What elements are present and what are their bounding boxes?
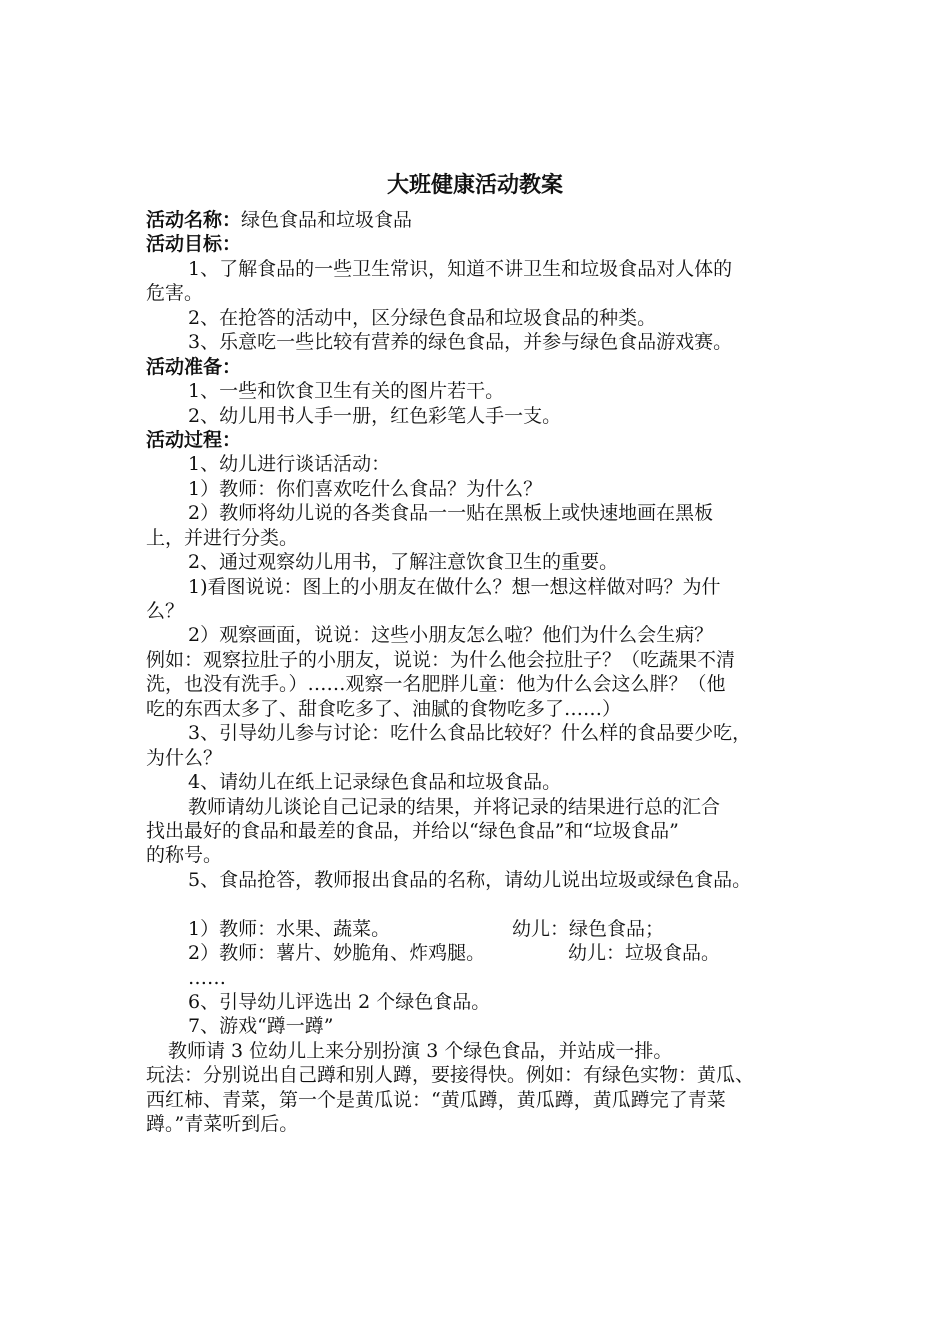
process-line: 4、请幼儿在纸上记录绿色食品和垃圾食品。 xyxy=(188,771,562,794)
process-line: 1、幼儿进行谈话活动： xyxy=(188,453,391,476)
process-line: 玩法：分别说出自己蹲和别人蹲，要接得快。例如：有绿色实物：黄瓜、 xyxy=(146,1064,755,1087)
blank-line xyxy=(146,892,822,916)
goal-line: 1、了解食品的一些卫生常识，知道不讲卫生和垃圾食品对人体的 xyxy=(188,257,733,280)
prep-heading: 活动准备： xyxy=(146,355,242,378)
ellipsis-line: …… xyxy=(188,966,226,989)
prep-line: 2、幼儿用书人手一册，红色彩笔人手一支。 xyxy=(188,404,562,427)
process-line: 么？ xyxy=(146,600,185,622)
process-line: 洗，也没有洗手。）……观察一名肥胖儿童：他为什么会这么胖？（他 xyxy=(146,673,726,696)
process-line: 1）教师：你们喜欢吃什么食品？为什么？ xyxy=(188,477,543,500)
goal-line: 2、在抢答的活动中，区分绿色食品和垃圾食品的种类。 xyxy=(188,306,657,329)
document-body xyxy=(146,208,822,1137)
process-line: 3、引导幼儿参与讨论：吃什么食品比较好？什么样的食品要少吃， xyxy=(188,722,752,745)
process-line: 找出最好的食品和最差的食品，并给以“绿色食品”和“垃圾食品” xyxy=(146,819,679,842)
activity-name-label: 活动名称： xyxy=(146,209,242,231)
process-line: 吃的东西太多了、甜食吃多了、油腻的食物吃多了……） xyxy=(146,697,622,720)
activity-name-line xyxy=(146,208,822,232)
prep-line: 1、一些和饮食卫生有关的图片若干。 xyxy=(188,380,505,403)
process-line: 2、通过观察幼儿用书，了解注意饮食卫生的重要。 xyxy=(188,551,619,574)
goal-line: 3、乐意吃一些比较有营养的绿色食品，并参与绿色食品游戏赛。 xyxy=(188,331,733,354)
process-line: 2）观察画面，说说：这些小朋友怎么啦？他们为什么会生病？ xyxy=(188,624,714,647)
qa-row xyxy=(146,917,822,941)
process-line: 2）教师将幼儿说的各类食品一一贴在黑板上或快速地画在黑板 xyxy=(188,502,714,525)
activity-name-value: 绿色食品和垃圾食品 xyxy=(241,209,413,231)
qa-teacher: 1）教师：水果、蔬菜。 xyxy=(188,917,391,940)
process-line: 蹲。”青菜听到后。 xyxy=(146,1113,299,1136)
process-line: 教师请 3 位幼儿上来分别扮演 3 个绿色食品，并站成一排。 xyxy=(168,1039,673,1062)
process-line: 7、游戏“蹲一蹲” xyxy=(188,1015,334,1038)
goals-heading: 活动目标： xyxy=(146,233,242,256)
qa-child: 幼儿：绿色食品； xyxy=(512,917,665,940)
goal-line: 危害。 xyxy=(146,282,204,305)
process-line: 上，并进行分类。 xyxy=(146,526,299,549)
process-line: 1)看图说说：图上的小朋友在做什么？想一想这样做对吗？为什 xyxy=(188,575,721,598)
process-line: 例如：观察拉肚子的小朋友，说说：为什么他会拉肚子？（吃蔬果不清 xyxy=(146,648,736,671)
process-line: 教师请幼儿谈论自己记录的结果，并将记录的结果进行总的汇合 xyxy=(188,795,721,818)
qa-row xyxy=(146,941,822,965)
process-line: 6、引导幼儿评选出 2 个绿色食品。 xyxy=(188,991,491,1013)
qa-teacher: 2）教师：薯片、妙脆角、炸鸡腿。 xyxy=(188,942,486,965)
process-line: 西红柿、青菜，第一个是黄瓜说：“黄瓜蹲，黄瓜蹲，黄瓜蹲完了青菜 xyxy=(146,1088,726,1111)
document-title: 大班健康活动教案 xyxy=(386,172,563,198)
process-heading: 活动过程： xyxy=(146,428,242,451)
process-line: 的称号。 xyxy=(146,844,223,867)
qa-child: 幼儿：垃圾食品。 xyxy=(568,942,721,965)
process-line: 5、食品抢答，教师报出食品的名称，请幼儿说出垃圾或绿色食品。 xyxy=(188,868,752,891)
process-line: 为什么？ xyxy=(146,746,223,769)
